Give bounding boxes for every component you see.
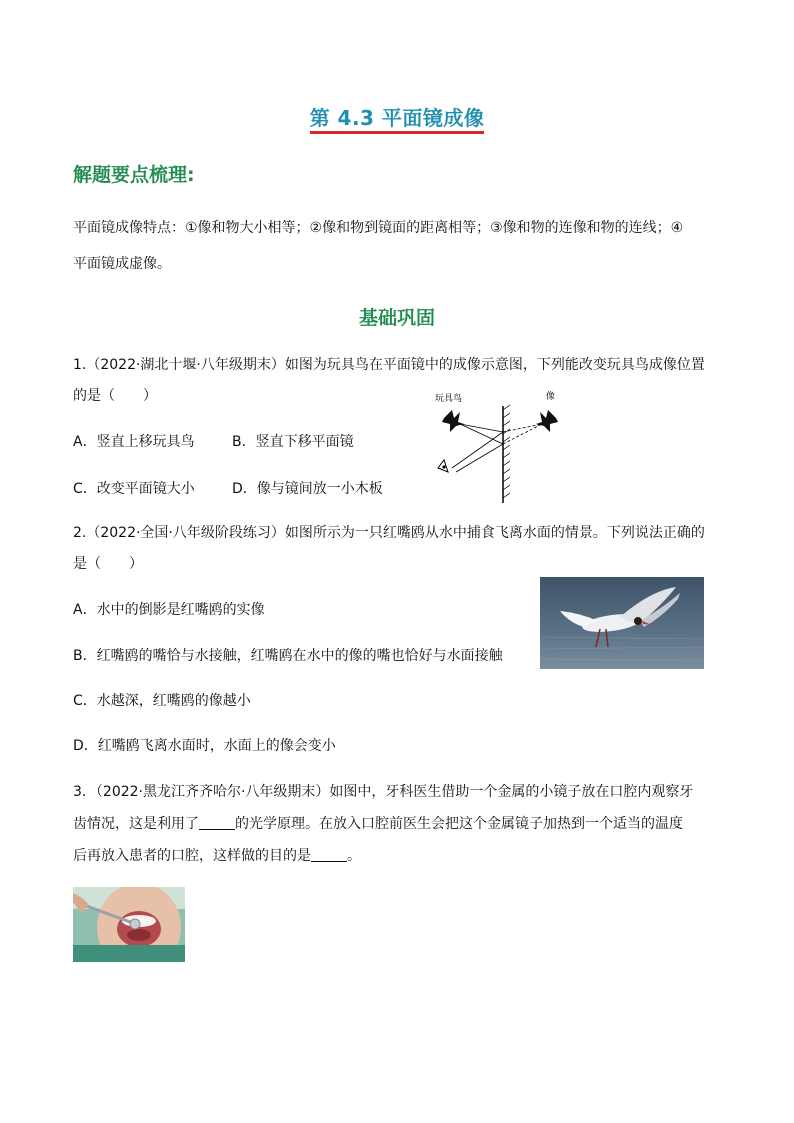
page-title: 第 4.3 平面镜成像 bbox=[310, 106, 485, 134]
q3-blank-1[interactable] bbox=[199, 815, 235, 830]
q3-blank-2[interactable] bbox=[311, 847, 347, 862]
q3-stem-line-3-part-2: 。 bbox=[347, 848, 361, 864]
intro-line-1: 平面镜成像特点：①像和物大小相等；②像和物到镜面的距离相等；③像和物的连像和物的连线；④ bbox=[73, 220, 684, 236]
q3-stem-line-2 bbox=[73, 814, 683, 834]
q1-option-d: D．像与镜间放一小木板 bbox=[232, 481, 383, 497]
q2-stem-line-2: 是（ ） bbox=[73, 556, 143, 572]
q3-stem-line-2-part-1: 齿情况，这是利用了 bbox=[73, 816, 199, 832]
q3-stem-line-2-part-2: 的光学原理。在放入口腔前医生会把这个金属镜子加热到一个适当的温度 bbox=[235, 816, 683, 832]
section-heading-key-points: 解题要点梳理: bbox=[73, 164, 195, 186]
q2-option-c: C．水越深，红嘴鸥的像越小 bbox=[73, 693, 251, 709]
q1-stem-line-1: 1.（2022·湖北十堰·八年级期末）如图为玩具鸟在平面镜中的成像示意图，下列能改变玩具鸟成像位置 bbox=[73, 357, 705, 373]
q1-stem-line-2: 的是（ ） bbox=[73, 388, 157, 404]
q3-stem-line-3 bbox=[73, 846, 361, 866]
q1-mirror-diagram bbox=[430, 388, 570, 506]
intro-line-2: 平面镜成虚像。 bbox=[73, 256, 171, 272]
q1-option-a: A．竖直上移玩具鸟 bbox=[73, 434, 195, 450]
q2-option-a: A．水中的倒影是红嘴鸥的实像 bbox=[73, 602, 265, 618]
q2-gull-photo bbox=[540, 577, 704, 669]
q3-dentist-photo bbox=[73, 887, 185, 962]
q3-stem-line-3-part-1: 后再放入患者的口腔，这样做的目的是 bbox=[73, 848, 311, 864]
fig-label-image: 像 bbox=[546, 391, 556, 401]
fig-label-toy-bird: 玩具鸟 bbox=[435, 393, 463, 403]
q1-option-b: B．竖直下移平面镜 bbox=[232, 434, 354, 450]
page-title-wrap bbox=[0, 102, 794, 131]
q3-stem-line-1: 3．（2022·黑龙江齐齐哈尔·八年级期末）如图中，牙科医生借助一个金属的小镜子放在口腔内观察牙 bbox=[73, 784, 694, 800]
q1-option-c: C．改变平面镜大小 bbox=[73, 481, 195, 497]
q2-option-d: D．红嘴鸥飞离水面时，水面上的像会变小 bbox=[73, 738, 336, 754]
q2-option-b: B．红嘴鸥的嘴恰与水接触，红嘴鸥在水中的像的嘴也恰好与水面接触 bbox=[73, 648, 503, 664]
section-heading-basics: 基础巩固 bbox=[358, 307, 435, 329]
q2-stem-line-1: 2.（2022·全国·八年级阶段练习）如图所示为一只红嘴鸥从水中捕食飞离水面的情景。下列说法正确的 bbox=[73, 525, 705, 541]
